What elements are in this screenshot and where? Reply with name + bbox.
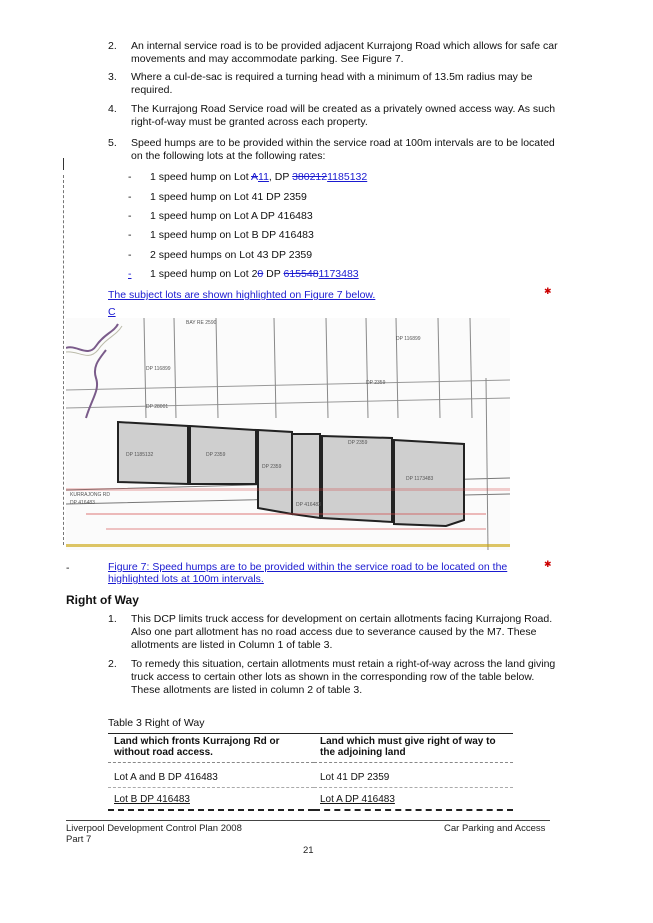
- map-side-label: BAY RE 2590: [186, 320, 217, 326]
- right-of-way-table: [108, 733, 513, 811]
- table-row: [108, 763, 513, 788]
- caption-dash: -: [66, 562, 70, 574]
- table-title: Table 3 Right of Way: [108, 717, 205, 729]
- table-cell: Lot A and B DP 416483: [108, 763, 314, 788]
- map-side-label: DP 2359: [366, 380, 386, 386]
- table-cell: Lot B DP 416483: [108, 788, 314, 811]
- footer-section: Car Parking and Access: [444, 823, 546, 834]
- change-marker: ✱: [544, 559, 552, 569]
- map-lot-label: DP 2359: [348, 440, 368, 446]
- map-road-label: KURRAJONG RD: [70, 492, 111, 498]
- footer-doc-title: Liverpool Development Control Plan 2008: [66, 823, 242, 834]
- map-lot-label: DP 1173483: [406, 476, 434, 482]
- table-row: [108, 788, 513, 811]
- map-side-label: DP 116899: [146, 366, 171, 372]
- table-cell: Lot 41 DP 2359: [314, 763, 513, 788]
- lot-polygon: [258, 430, 292, 514]
- figure-caption: Figure 7: Speed humps are to be provided within the service road to be located on the highlighted lots at 100m intervals.: [108, 561, 508, 585]
- map-road-label: DP 416483: [70, 500, 95, 506]
- table-header-cell: Land which fronts Kurrajong Rd or without road access.: [108, 734, 314, 763]
- map-lot-label: DP 416483: [296, 502, 321, 508]
- site-map: [66, 318, 510, 550]
- table-cell: Lot A DP 416483: [314, 788, 513, 811]
- map-lot-label: DP 2359: [206, 452, 226, 458]
- footer-part: Part 7: [66, 834, 92, 845]
- highlight-note: The subject lots are shown highlighted on Figure 7 below.: [108, 289, 376, 301]
- footer-rule: [66, 820, 550, 821]
- map-side-label: DP 116899: [396, 336, 421, 342]
- section-heading: Right of Way: [66, 593, 139, 607]
- change-marker: ✱: [544, 286, 552, 296]
- stray-letter: C: [108, 306, 116, 318]
- lot-polygon: [322, 436, 392, 522]
- revision-bar-dashed: [63, 175, 64, 545]
- map-side-label: DP 28001: [146, 404, 169, 410]
- table-header-row: [108, 734, 513, 763]
- revision-bar: [63, 158, 64, 170]
- page-number: 21: [303, 845, 314, 856]
- map-lot-label: DP 1185132: [126, 452, 154, 458]
- table-header-cell: Land which must give right of way to the adjoining land: [314, 734, 513, 763]
- map-lot-label: DP 2359: [262, 464, 282, 470]
